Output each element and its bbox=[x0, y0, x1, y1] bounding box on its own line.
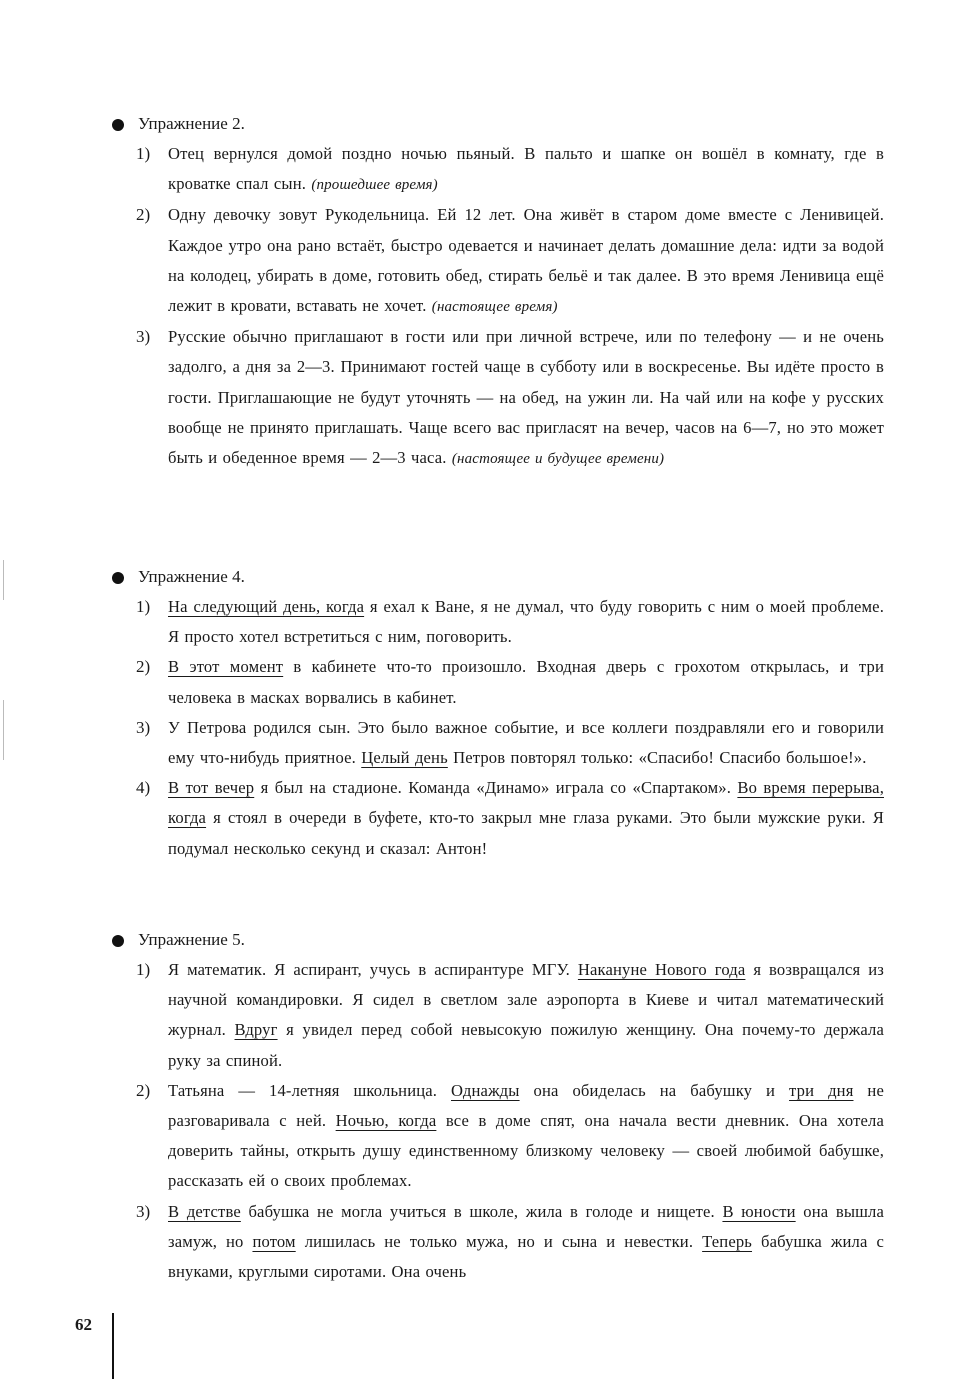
bullet-icon bbox=[112, 119, 124, 131]
underlined-time-expression: Во время перерыва, когда bbox=[168, 778, 884, 828]
binding-edge-mark bbox=[3, 700, 4, 760]
page-number-divider bbox=[112, 1313, 114, 1379]
list-item bbox=[112, 713, 884, 773]
text-segment: Татьяна — 14-летняя школьница. bbox=[168, 1080, 452, 1100]
text-segment: все в доме спят, она начала вести дневник. Она хотела доверить тайны, открыть душу единственному близкому человеку — своей любимой бабушке, рассказать ей о своих проблемах. bbox=[168, 1111, 884, 1191]
text-segment: не разговаривала с ней. bbox=[168, 1080, 884, 1131]
exercise-2-items bbox=[112, 139, 884, 474]
exercise-2 bbox=[112, 109, 884, 474]
text-segment: я был на стадионе. Команда «Динамо» играла со «Спартаком». bbox=[254, 778, 738, 798]
text-segment: бабушка не могла учиться в школе, жила в голоде и нищете. bbox=[240, 1201, 723, 1221]
list-item bbox=[112, 1076, 884, 1197]
item-text bbox=[168, 592, 884, 652]
exercise-5 bbox=[112, 925, 884, 1287]
item-text bbox=[168, 1197, 884, 1288]
exercise-5-items bbox=[112, 955, 884, 1287]
item-number: 4) bbox=[136, 778, 151, 798]
text-segment: Я математик. Я аспирант, учусь в аспирантуре МГУ. bbox=[168, 960, 578, 979]
item-text bbox=[168, 139, 884, 200]
underlined-time-expression: Вдруг bbox=[234, 1020, 278, 1040]
text-segment: она вышла замуж, но bbox=[168, 1201, 884, 1251]
list-item bbox=[112, 322, 884, 474]
text-segment: Отец вернулся домой поздно ночью пьяный. В пальто и шапке он вошёл в комнату, где в кроватке спал сын. bbox=[168, 144, 884, 194]
underlined-time-expression: В детстве bbox=[168, 1201, 241, 1221]
exercise-4-items bbox=[112, 592, 884, 864]
text-segment: в кабинете что-то произошло. Входная дверь с грохотом открылась, и три человека в масках ворвались в кабинет. bbox=[168, 657, 885, 707]
bullet-icon bbox=[112, 935, 124, 947]
text-segment: я ехал к Ване, я не думал, что буду говорить с ним о моей проблеме. Я просто хотел встретиться с ним, поговорить. bbox=[168, 597, 884, 647]
text-segment: Петров повторял только: «Спасибо! Спасибо большое!». bbox=[447, 748, 867, 768]
exercise-4 bbox=[112, 562, 884, 864]
list-item bbox=[112, 652, 884, 712]
item-text bbox=[168, 200, 884, 322]
text-segment: я увидел перед собой невысокую пожилую женщину. Она почему-то держала руку за спиной. bbox=[168, 1020, 884, 1070]
tense-note: (настоящее и будущее времени) bbox=[451, 451, 665, 468]
item-number: 2) bbox=[136, 1080, 151, 1100]
item-number: 1) bbox=[136, 960, 151, 979]
binding-edge-mark bbox=[3, 560, 4, 600]
list-item bbox=[112, 592, 884, 652]
page-number: 62 bbox=[75, 1315, 92, 1334]
item-number: 1) bbox=[136, 144, 151, 163]
underlined-time-expression: В этот момент bbox=[168, 657, 284, 677]
item-text bbox=[168, 322, 884, 474]
item-number: 2) bbox=[136, 657, 151, 677]
list-item bbox=[112, 200, 884, 322]
exercise-title: Упражнение 5. bbox=[138, 930, 245, 949]
text-segment: бабушка жила с внуками, круглыми сиротами. Она очень bbox=[168, 1231, 885, 1282]
text-segment: Одну девочку зовут Рукодельница. Ей 12 лет. Она живёт в старом доме вместе с Ленивицей. Каждое утро она рано встаёт, быстро одевается и начинает делать домашние дела: идти за водой на колодец, убирать в доме, готовить обед, стирать бельё и так далее. В это время Ленивица ещё лежит в кровати, вставать не хочет. bbox=[168, 205, 884, 316]
item-number: 3) bbox=[136, 327, 151, 347]
text-segment: я стоял в очереди в буфете, кто-то закрыл мне глаза руками. Это были мужские руки. Я подумал несколько секунд и сказал: Антон! bbox=[168, 808, 884, 858]
tense-note: (настоящее время) bbox=[431, 299, 558, 316]
underlined-time-expression: Теперь bbox=[702, 1231, 753, 1251]
exercise-4-heading bbox=[112, 562, 884, 592]
text-segment: Русские обычно приглашают в гости или при личной встрече, или по телефону — и не очень задолго, а дня за 2—3. Принимают гостей чаще в субботу или в воскресенье. Вы идёте просто в гости. Приглашающие не будут уточнять — на обед, на ужин ли. На чай или на кофе у русских вообще не принято приглашать. Чаще всего вас пригласят на вечер, часов на 6—7, но это может быть и обеденное время — 2—3 часа. bbox=[168, 327, 884, 468]
item-text bbox=[168, 652, 884, 712]
list-item bbox=[112, 773, 884, 864]
item-text bbox=[168, 773, 884, 864]
item-text bbox=[168, 713, 884, 773]
underlined-time-expression: потом bbox=[252, 1231, 296, 1251]
item-number: 3) bbox=[136, 717, 151, 737]
item-number: 1) bbox=[136, 597, 151, 616]
text-segment: она обиделась на бабушку и bbox=[519, 1080, 790, 1100]
item-number: 3) bbox=[136, 1201, 151, 1221]
list-item bbox=[112, 139, 884, 200]
list-item bbox=[112, 955, 884, 1076]
underlined-time-expression: Накануне Нового года bbox=[577, 960, 746, 979]
underlined-time-expression: На следующий день, когда bbox=[168, 597, 365, 616]
item-number: 2) bbox=[136, 205, 151, 225]
text-segment: лишилась не только мужа, но и сына и невестки. bbox=[295, 1231, 703, 1251]
text-segment: У Петрова родился сын. Это было важное событие, и все коллеги поздравляли его и говорили ему что-нибудь приятное. bbox=[168, 717, 884, 768]
item-text bbox=[168, 955, 884, 1076]
underlined-time-expression: три дня bbox=[789, 1080, 854, 1100]
list-item bbox=[112, 1197, 884, 1288]
underlined-time-expression: В тот вечер bbox=[168, 778, 255, 798]
underlined-time-expression: Целый день bbox=[361, 748, 448, 768]
underlined-time-expression: Однажды bbox=[451, 1080, 520, 1100]
tense-note: (прошедшее время) bbox=[311, 177, 438, 194]
underlined-time-expression: Ночью, когда bbox=[335, 1111, 437, 1131]
exercise-2-heading bbox=[112, 109, 884, 139]
exercise-5-heading bbox=[112, 925, 884, 955]
exercise-title: Упражнение 4. bbox=[138, 567, 245, 586]
exercise-title: Упражнение 2. bbox=[138, 114, 245, 133]
text-segment: я возвращался из научной командировки. Я сидел в светлом зале аэропорта в Киеве и читал математический журнал. bbox=[168, 960, 885, 1040]
item-text bbox=[168, 1076, 884, 1197]
bullet-icon bbox=[112, 572, 124, 584]
underlined-time-expression: В юности bbox=[722, 1201, 796, 1221]
